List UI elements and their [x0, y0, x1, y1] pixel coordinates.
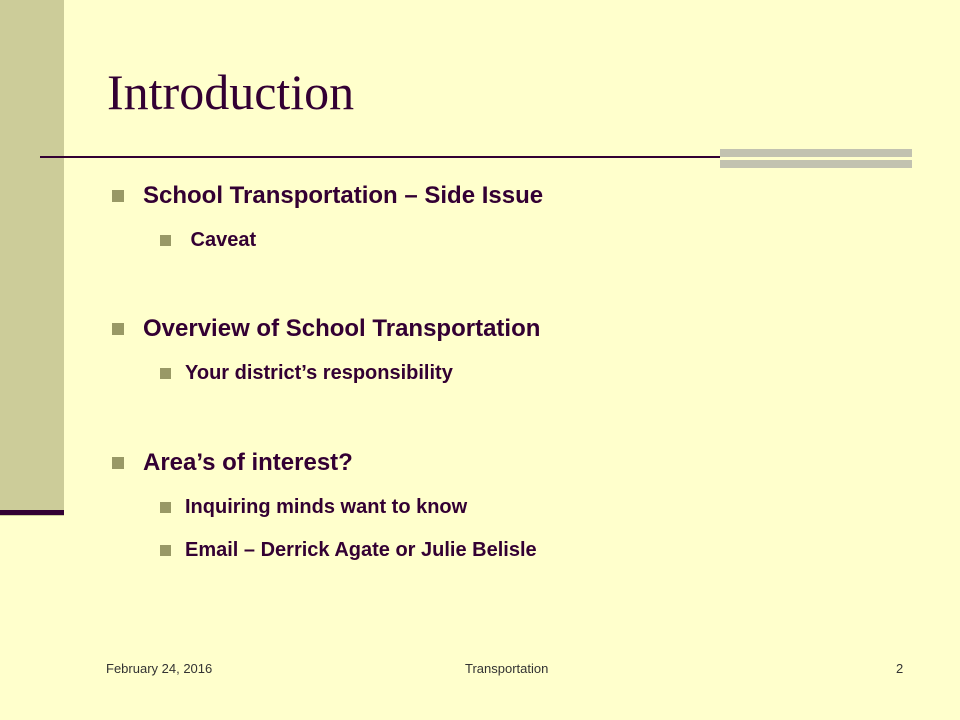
sub-bullet-text: Inquiring minds want to know: [185, 496, 468, 518]
square-bullet-icon: [160, 235, 171, 246]
sub-bullet-text: Your district’s responsibility: [185, 362, 453, 384]
square-bullet-icon: [160, 545, 171, 556]
square-bullet-icon: [160, 502, 171, 513]
footer-date: February 24, 2016: [106, 661, 213, 676]
square-bullet-icon: [160, 368, 171, 379]
sub-bullet-text: Caveat: [185, 229, 257, 251]
sub-bullet-text: Email – Derrick Agate or Julie Belisle: [185, 539, 537, 561]
left-decorative-band: [0, 0, 64, 516]
footer-title: Transportation: [465, 661, 549, 676]
square-bullet-icon: [112, 323, 124, 335]
square-bullet-icon: [112, 457, 124, 469]
slide-number: 2: [896, 661, 904, 676]
square-bullet-icon: [112, 190, 124, 202]
bullet-text: School Transportation – Side Issue: [143, 182, 544, 209]
slide-title: Introduction: [107, 64, 355, 120]
bullet-text: Overview of School Transportation: [143, 315, 541, 342]
left-band-rule: [0, 510, 64, 515]
title-accent-bar: [720, 149, 912, 168]
bullet-text: Area’s of interest?: [143, 449, 353, 476]
